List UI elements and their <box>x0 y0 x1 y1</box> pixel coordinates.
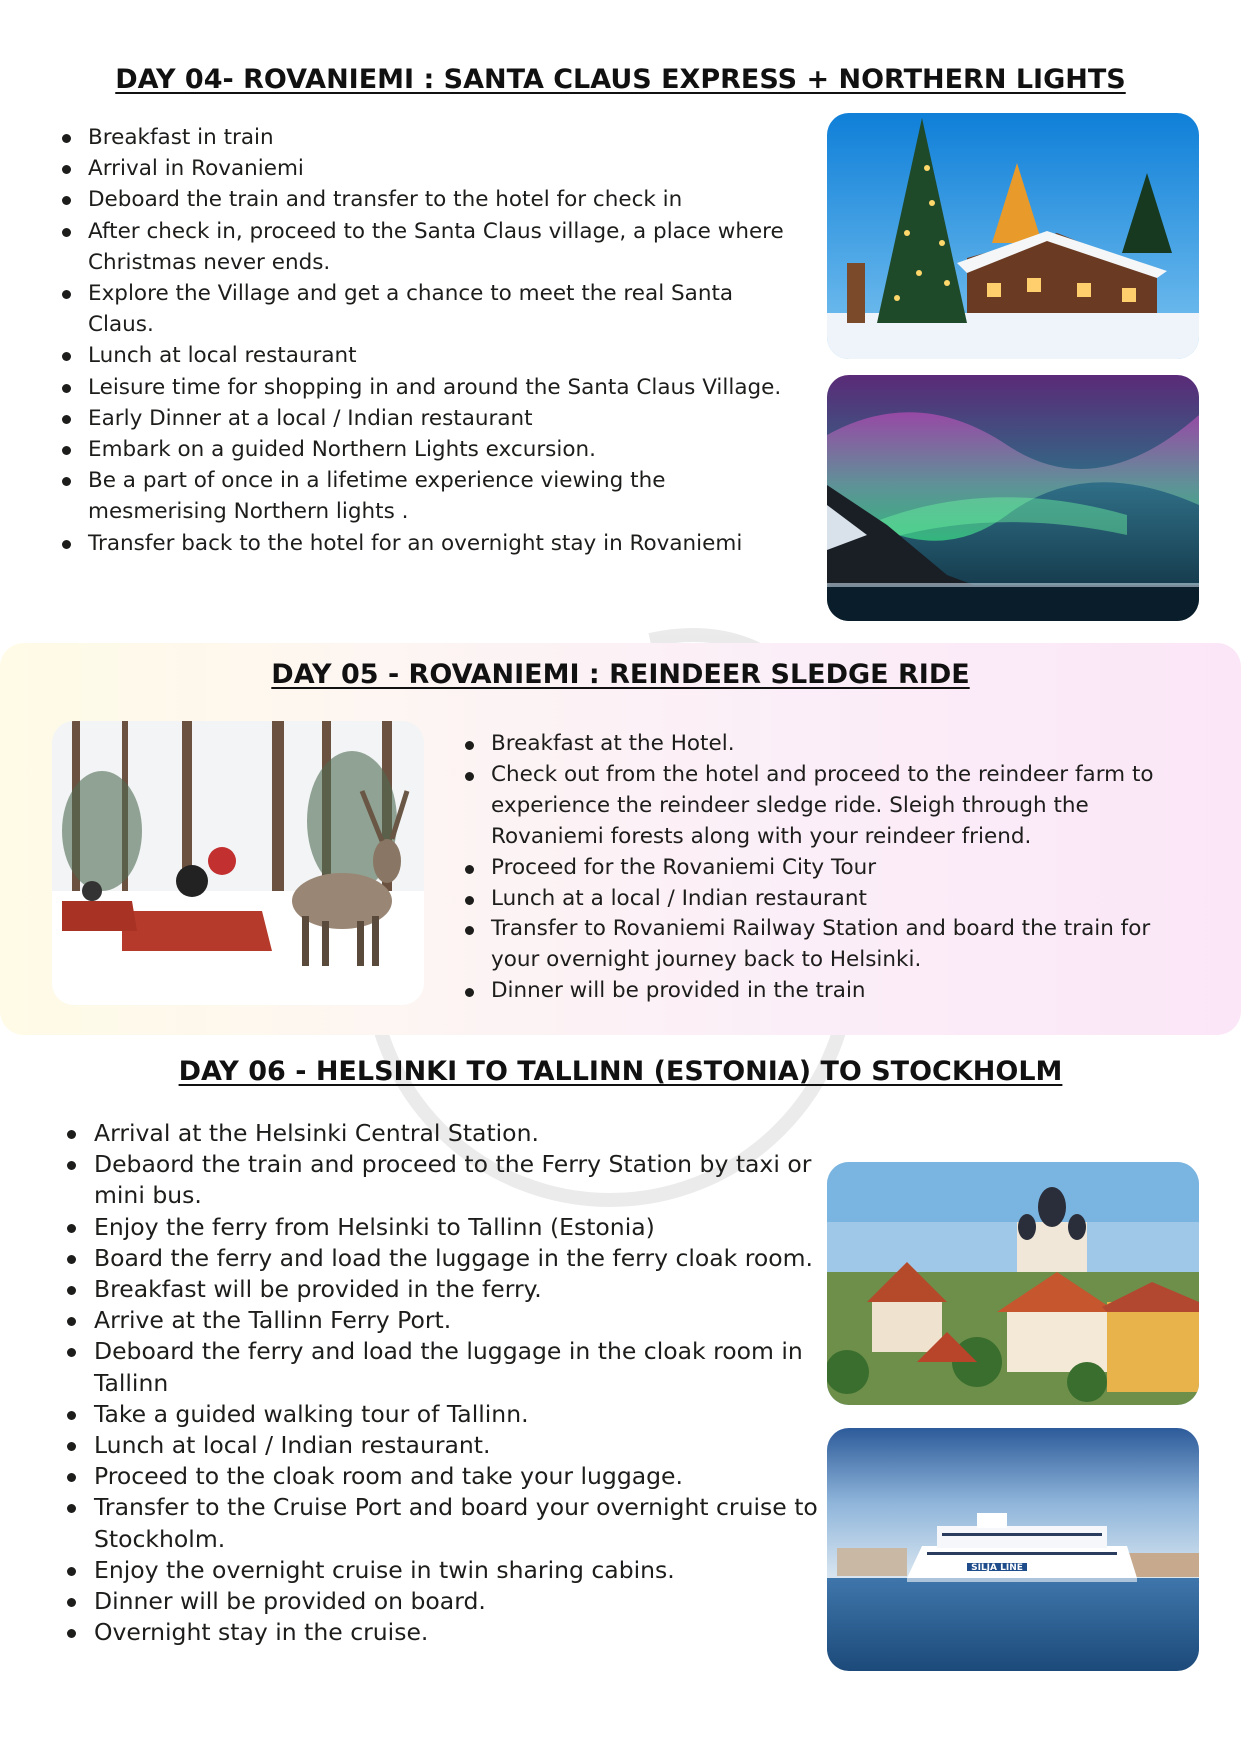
itinerary-item: Embark on a guided Northern Lights excursion. <box>60 434 800 465</box>
ship-name-label: SILJA LINE <box>971 1563 1023 1573</box>
itinerary-item: Lunch at local restaurant <box>60 340 800 371</box>
itinerary-item: Take a guided walking tour of Tallinn. <box>63 1399 823 1430</box>
itinerary-item: Debaord the train and proceed to the Ferry Station by taxi or mini bus. <box>63 1149 823 1211</box>
itinerary-item: Early Dinner at a local / Indian restaurant <box>60 403 800 434</box>
itinerary-item: Arrival at the Helsinki Central Station. <box>63 1118 823 1149</box>
itinerary-item: Leisure time for shopping in and around the Santa Claus Village. <box>60 372 800 403</box>
itinerary-item: Breakfast in train <box>60 122 800 153</box>
itinerary-item: Board the ferry and load the luggage in the ferry cloak room. <box>63 1243 823 1274</box>
northern-lights-photo <box>827 375 1199 621</box>
itinerary-item: Proceed for the Rovaniemi City Tour <box>463 853 1183 884</box>
itinerary-item: Deboard the ferry and load the luggage in the cloak room in Tallinn <box>63 1336 823 1398</box>
itinerary-item: Deboard the train and transfer to the hotel for check in <box>60 184 800 215</box>
day4-title: DAY 04- ROVANIEMI : SANTA CLAUS EXPRESS + NORTHERN LIGHTS <box>115 64 1126 95</box>
itinerary-item: Arrive at the Tallinn Ferry Port. <box>63 1305 823 1336</box>
itinerary-item: Check out from the hotel and proceed to the reindeer farm to experience the reindeer sledge ride. Sleigh through the Rovaniemi forests along with your reindeer friend. <box>463 760 1183 853</box>
itinerary-item: Proceed to the cloak room and take your luggage. <box>63 1461 823 1492</box>
itinerary-item: Transfer to the Cruise Port and board your overnight cruise to Stockholm. <box>63 1492 823 1554</box>
reindeer-sledge-photo <box>52 721 424 1005</box>
itinerary-item: Be a part of once in a lifetime experience viewing the mesmerising Northern lights . <box>60 465 800 527</box>
itinerary-item: Dinner will be provided in the train <box>463 976 1183 1007</box>
day5-title: DAY 05 - ROVANIEMI : REINDEER SLEDGE RIDE <box>271 659 970 690</box>
day6-itinerary-list <box>63 1118 823 1648</box>
itinerary-item: Transfer back to the hotel for an overnight stay in Rovaniemi <box>60 528 800 559</box>
day6-title: DAY 06 - HELSINKI TO TALLINN (ESTONIA) TO STOCKHOLM <box>178 1056 1063 1087</box>
itinerary-item: After check in, proceed to the Santa Claus village, a place where Christmas never ends. <box>60 216 800 278</box>
itinerary-item: Breakfast will be provided in the ferry. <box>63 1274 823 1305</box>
itinerary-item: Lunch at a local / Indian restaurant <box>463 884 1183 915</box>
day4-itinerary-list <box>60 122 800 559</box>
itinerary-item: Overnight stay in the cruise. <box>63 1617 823 1648</box>
santa-village-photo <box>827 113 1199 359</box>
itinerary-item: Enjoy the ferry from Helsinki to Tallinn (Estonia) <box>63 1212 823 1243</box>
itinerary-item: Breakfast at the Hotel. <box>463 729 1183 760</box>
itinerary-item: Transfer to Rovaniemi Railway Station and board the train for your overnight journey back to Helsinki. <box>463 914 1183 976</box>
itinerary-item: Arrival in Rovaniemi <box>60 153 800 184</box>
itinerary-item: Lunch at local / Indian restaurant. <box>63 1430 823 1461</box>
itinerary-item: Dinner will be provided on board. <box>63 1586 823 1617</box>
itinerary-item: Enjoy the overnight cruise in twin sharing cabins. <box>63 1555 823 1586</box>
day5-itinerary-list <box>463 729 1183 1007</box>
silja-line-cruise-photo <box>827 1428 1199 1671</box>
itinerary-item: Explore the Village and get a chance to meet the real Santa Claus. <box>60 278 800 340</box>
tallinn-old-town-photo <box>827 1162 1199 1405</box>
